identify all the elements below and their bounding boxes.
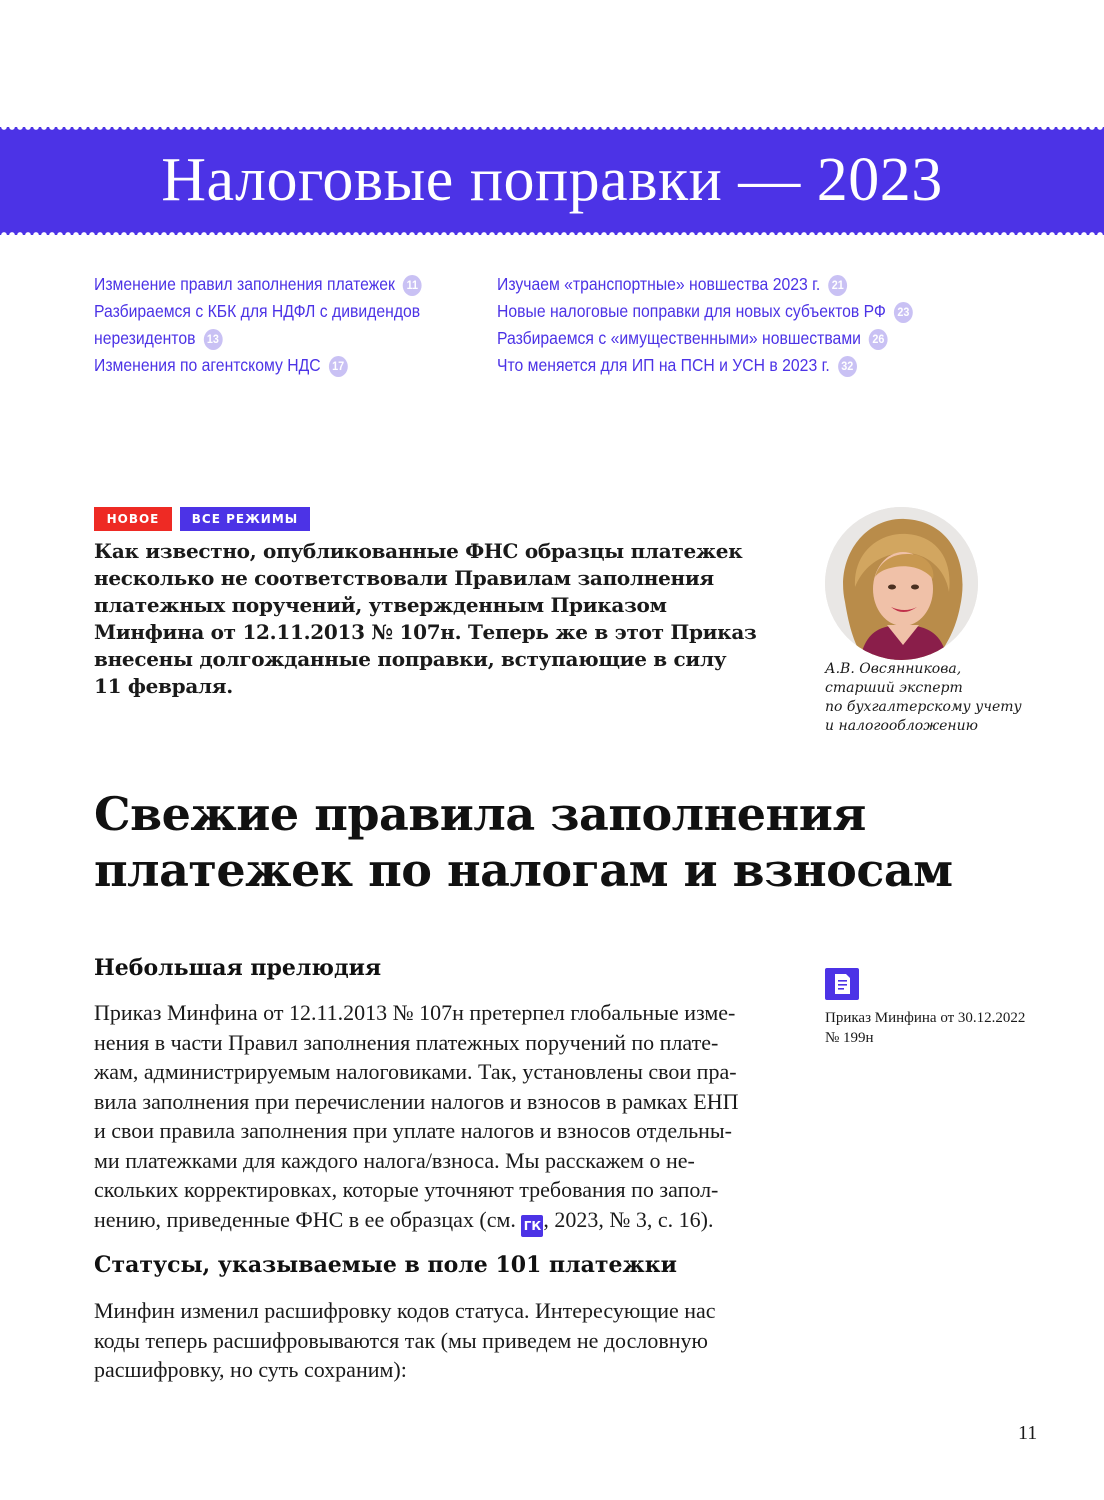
body-line: жам, администрируемым налоговиками. Так, установлены свои пра- <box>94 1059 737 1084</box>
toc-link-label: Разбираемся с «имущественными» новшествами <box>497 328 861 348</box>
side-note-reference[interactable] <box>825 1008 1055 1048</box>
toc-link-label: Что меняется для ИП на ПСН и УСН в 2023 г. <box>497 355 830 375</box>
toc-link-label: нерезидентов <box>94 328 196 348</box>
tag-all-modes: ВСЕ РЕЖИМЫ <box>180 507 310 531</box>
toc-page-badge: 21 <box>828 275 847 296</box>
body-line: расшифровку, но суть сохраним): <box>94 1357 407 1382</box>
toc-link-label: Изменение правил заполнения платежек <box>94 274 395 294</box>
toc-link[interactable] <box>497 325 929 352</box>
body-text: нению, приведенные ФНС в ее образцах (см. <box>94 1206 516 1232</box>
section-banner <box>0 127 1104 235</box>
toc-right-column <box>497 271 977 379</box>
body-line: Приказ Минфина от 12.11.2013 № 107н претерпел глобальные изме- <box>94 1000 736 1025</box>
toc-page-badge: 23 <box>894 302 913 323</box>
author-role: старший эксперт <box>825 680 963 696</box>
toc-link[interactable] <box>94 298 436 325</box>
headline-line: Свежие правила заполнения <box>94 787 866 841</box>
toc-link-label: Изменения по агентскому НДС <box>94 355 321 375</box>
lead-line: Как известно, опубликованные ФНС образцы платежек <box>94 539 743 563</box>
toc-link[interactable] <box>94 352 436 379</box>
body-text: , 2023, № 3, с. 16). <box>543 1206 714 1232</box>
banner-title: Налоговые поправки — 2023 <box>161 146 943 214</box>
tag-new: НОВОЕ <box>94 507 172 531</box>
toc-page-badge: 26 <box>869 329 888 350</box>
body-line: и свои правила заполнения при уплате налогов и взносов отдельны- <box>94 1118 732 1143</box>
toc-link-continued[interactable] <box>94 325 436 352</box>
toc-link-label: Новые налоговые поправки для новых субъектов РФ <box>497 301 886 321</box>
section-body <box>94 998 774 1237</box>
page-number: 11 <box>1018 1422 1038 1444</box>
lead-line: внесены долгожданные поправки, вступающие в силу <box>94 647 727 671</box>
side-note-line: № 199н <box>825 1030 874 1046</box>
body-line: коды теперь расшифровываются так (мы приведем не дословную <box>94 1327 708 1353</box>
toc-page-badge: 11 <box>403 275 422 296</box>
body-line: ми платежками для каждого налога/взноса. Мы расскажем о не- <box>94 1147 695 1173</box>
lead-line: несколько не соответствовали Правилам заполнения <box>94 566 714 590</box>
body-line: нения в части Правил заполнения платежных поручений по плате- <box>94 1029 719 1055</box>
author-photo <box>825 507 978 660</box>
lead-paragraph <box>94 538 794 700</box>
toc-link[interactable] <box>497 271 929 298</box>
author-caption <box>825 660 1065 736</box>
lead-line: 11 февраля. <box>94 674 233 698</box>
author-role: по бухгалтерскому учету <box>825 699 1022 715</box>
section-body <box>94 1296 774 1385</box>
toc-page-badge: 17 <box>329 356 348 377</box>
body-line: вила заполнения при перечислении налогов и взносов в рамках ЕНП <box>94 1088 739 1114</box>
toc-link-label: Разбираемся с КБК для НДФЛ с дивидендов <box>94 301 421 321</box>
author-name: А.В. Овсянникова, <box>825 661 962 677</box>
document-icon[interactable] <box>825 968 859 1000</box>
toc-link-label: Изучаем «транспортные» новшества 2023 г. <box>497 274 821 294</box>
lead-line: платежных поручений, утвержденным Приказом <box>94 593 667 617</box>
toc-link[interactable] <box>94 271 436 298</box>
section-heading: Небольшая прелюдия <box>94 955 382 981</box>
toc-link[interactable] <box>497 352 929 379</box>
toc-page-badge: 32 <box>838 356 857 377</box>
gk-magazine-icon[interactable]: ГК <box>521 1215 543 1237</box>
toc-left-column <box>94 271 474 379</box>
author-portrait-icon <box>825 507 978 660</box>
toc-link[interactable] <box>497 298 929 325</box>
side-note-line: Приказ Минфина от 30.12.2022 <box>825 1010 1026 1026</box>
lead-line: Минфина от 12.11.2013 № 107н. Теперь же в этот Приказ <box>94 620 757 644</box>
toc-page-badge: 13 <box>203 329 222 350</box>
body-line: Минфин изменил расшифровку кодов статуса. Интересующие нас <box>94 1298 716 1323</box>
headline-line: платежек по налогам и взносам <box>94 843 953 897</box>
body-line: скольких корректировках, которые уточняют требования по запол- <box>94 1177 719 1202</box>
author-role: и налогообложению <box>825 718 978 734</box>
section-heading: Статусы, указываемые в поле 101 платежки <box>94 1252 677 1278</box>
body-line <box>94 1205 774 1237</box>
article-headline <box>94 786 1034 898</box>
